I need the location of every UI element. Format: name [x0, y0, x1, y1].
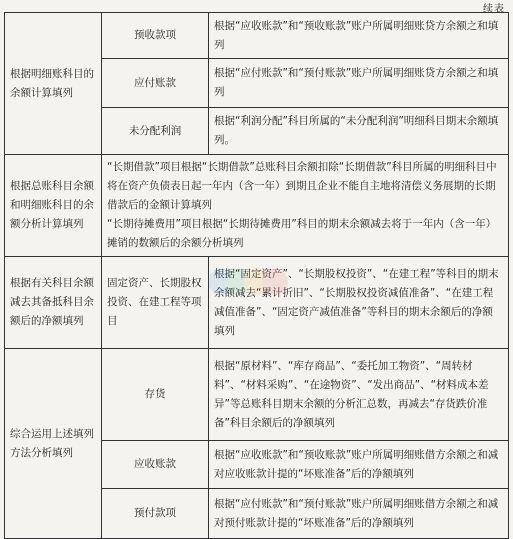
- desc-cell: 根据“固定资产”、“长期股权投资”、“在建工程”等科目的期末余额减去“累计折旧”、“长期股权投资减值准备”、“在建工程减值准备”、“固定资产减值准备”等科目的期末余额后的净额填列: [209, 257, 509, 349]
- table-row: [5, 257, 509, 349]
- method-cell: 根据有关科目余额减去其备抵科目余额后的净额填列: [5, 257, 102, 349]
- continuation-label: 续表: [483, 4, 505, 15]
- item-cell: 预收款项: [102, 13, 209, 59]
- desc-cell: 根据“应收账款”和“预收账款”账户所属明细账借方余额之和减对应收账款计提的“坏账准备”后的净额填列: [209, 441, 509, 489]
- item-cell: 未分配利润: [102, 108, 209, 155]
- paragraph: “长期待摊费用”项目根据“长期待摊费用”科目的期末余额减去将于一年内（含一年）摊销的数额后的余额分析填列: [107, 218, 497, 249]
- method-cell: 根据总账科目余额和明细账科目的余额分析计算填列: [5, 155, 102, 257]
- desc-cell: 根据“应付账款”和“预付账款”账户所属明细账借方余额之和减对预付账款计提的“坏账准备”后的净额填列: [209, 489, 509, 539]
- item-cell: 应收账款: [102, 441, 209, 489]
- desc-cell: [102, 155, 509, 257]
- table-row: [5, 349, 509, 441]
- method-cell: 综合运用上述填列方法分析填列: [5, 349, 102, 539]
- desc-cell: 根据“应收账款”和“预收账款”账户所属明细账贷方余额之和填列: [209, 13, 509, 59]
- desc-cell: 根据“原材料”、“库存商品”、“委托加工物资”、“周转材料”、“材料采购”、“在途物资”、“发出商品”、“材料成本差异”等总账科目期末余额的分析汇总数，再减去“存货跌价准备”科目余额后的净额填列: [209, 349, 509, 441]
- desc-cell: 根据“应付账款”和“预付账款”账户所属明细账贷方余额之和填列: [209, 59, 509, 108]
- desc-cell: 根据“利润分配”科目所属的“未分配利润”明细科目期末余额填列。: [209, 108, 509, 155]
- item-cell: 预付款项: [102, 489, 209, 539]
- item-cell: 存货: [102, 349, 209, 441]
- balance-sheet-methods-table: [4, 12, 509, 539]
- paragraph: “长期借款”项目根据“长期借款”总账科目余额扣除“长期借款”科目所属的明细科目中将在资产负债表日起一年内（含一年）到期且企业不能自主地将清偿义务展期的长期借款后的金额计算填列: [107, 161, 497, 211]
- table-row: [5, 155, 509, 257]
- table-row: [5, 13, 509, 59]
- item-cell: 固定资产、长期股权投资、在建工程等项目: [102, 257, 209, 349]
- method-cell: 根据明细账科目的余额计算填列: [5, 13, 102, 155]
- item-cell: 应付账款: [102, 59, 209, 108]
